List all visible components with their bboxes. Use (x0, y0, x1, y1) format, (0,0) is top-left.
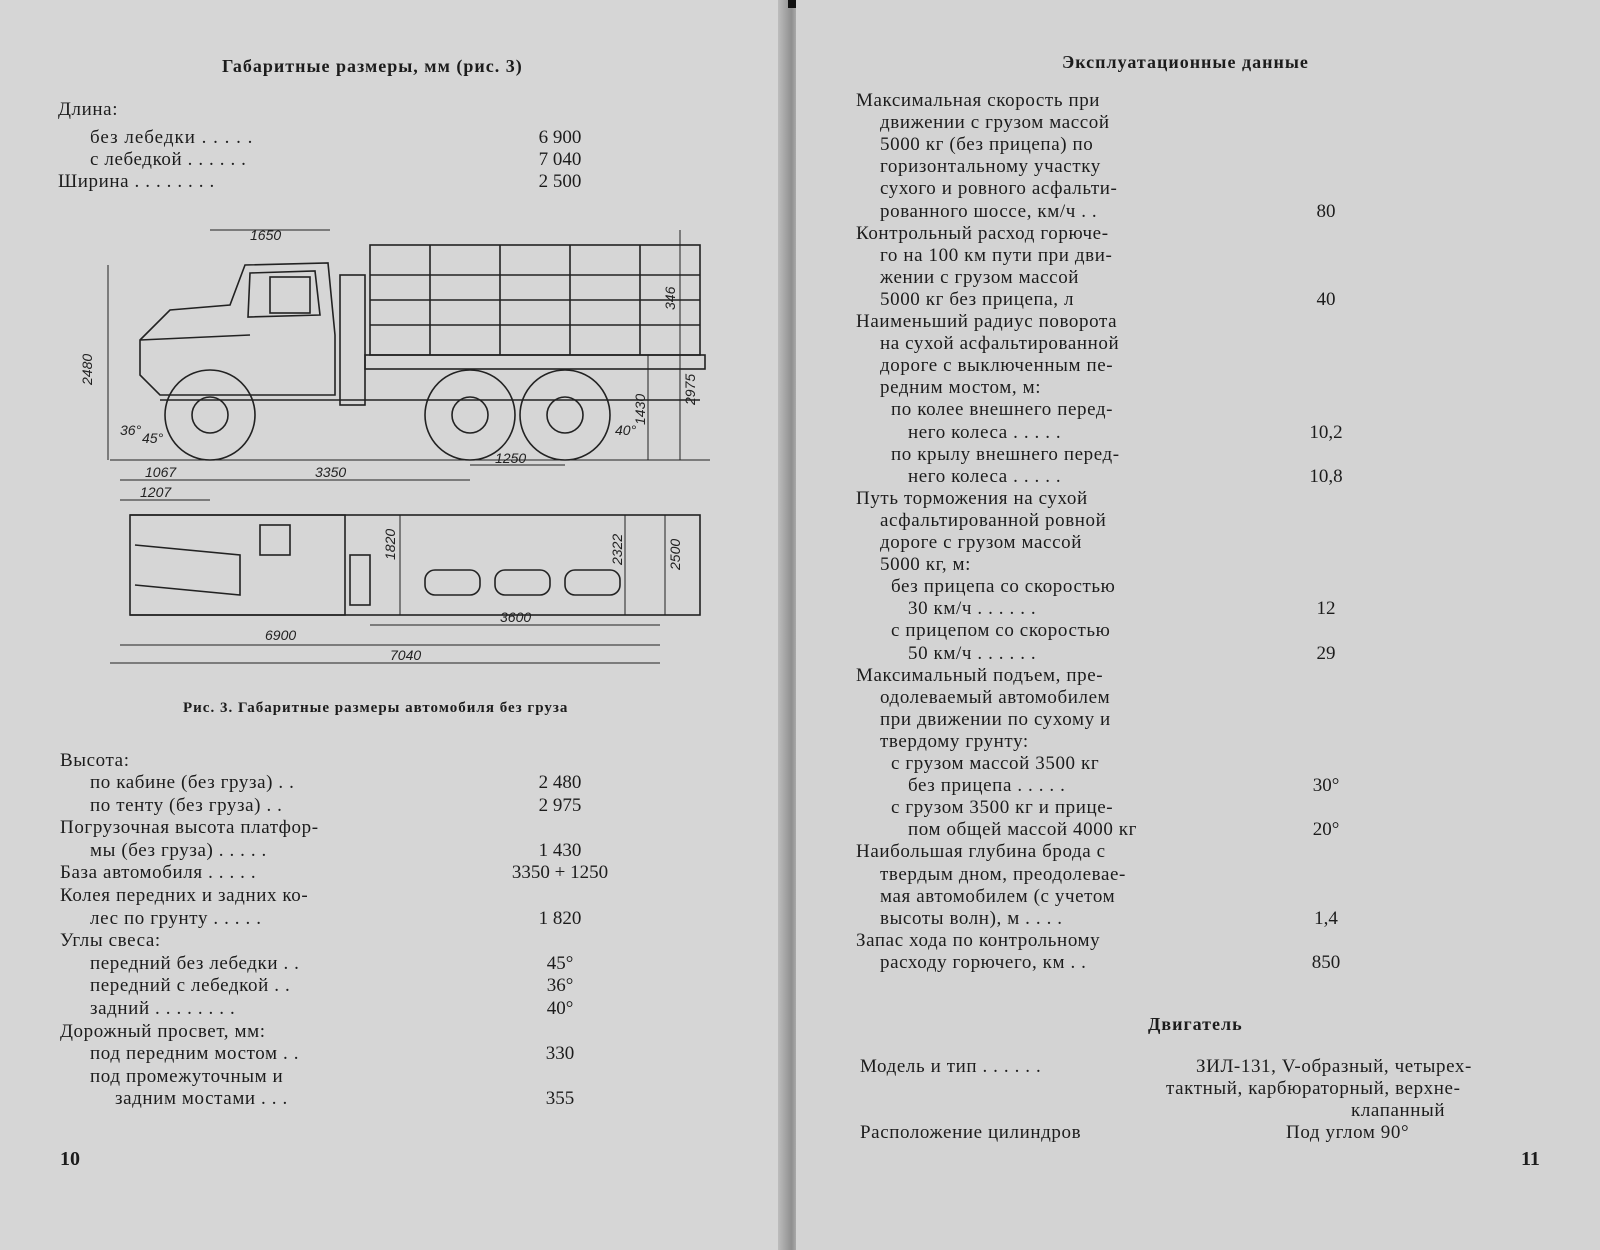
dim-36: 36° (120, 422, 142, 438)
row-label: Контрольный расход горюче- (856, 222, 1109, 244)
row-value: 36° (546, 975, 574, 997)
dim-2975: 2975 (682, 373, 698, 405)
row-label: без прицепа со скоростью (891, 576, 1116, 598)
figure-caption: Рис. 3. Габаритные размеры автомобиля без груза (183, 700, 569, 716)
dim-3600: 3600 (500, 609, 532, 625)
length-label: Длина: (58, 99, 119, 120)
row-label: без лебедки . . . . . (90, 127, 254, 148)
row-label: передний с лебедкой . . (90, 975, 291, 997)
row-label: редним мостом, м: (880, 377, 1042, 399)
row-value: 2 975 (538, 794, 582, 816)
row-label: передний без лебедки . . (90, 952, 300, 974)
row-value: 3350 + 1250 (511, 862, 609, 884)
row-label: него колеса . . . . . (908, 465, 1062, 487)
row-value: 29 (1316, 642, 1336, 664)
row-label: горизонтальному участку (880, 156, 1101, 178)
row-label: Углы свеса: (60, 930, 161, 952)
engine-heading: Двигатель (1148, 1014, 1243, 1034)
row-label: лес по грунту . . . . . (90, 907, 262, 929)
row-label: одолеваемый автомобилем (880, 686, 1111, 708)
row-label: жении с грузом массой (880, 266, 1080, 288)
row-label: Путь торможения на сухой (856, 487, 1088, 509)
row-label: по тенту (без груза) . . (90, 794, 283, 816)
row-value: 355 (545, 1088, 575, 1110)
height-label: Высота: (60, 750, 130, 771)
row-value: 850 (1311, 951, 1341, 973)
row-value: 330 (545, 1043, 575, 1065)
row-label: мы (без груза) . . . . . (90, 839, 267, 861)
row-label: с грузом 3500 кг и прице- (891, 797, 1114, 819)
dim-7040: 7040 (390, 647, 422, 663)
dim-1207: 1207 (140, 484, 172, 500)
dim-2500: 2500 (667, 538, 683, 570)
right-page (796, 0, 1600, 1250)
dim-2322: 2322 (609, 533, 625, 565)
row-label: твердому грунту: (880, 730, 1029, 752)
row-label: сухого и ровного асфальти- (880, 178, 1118, 200)
row-label: дороге с выключенным пе- (880, 355, 1114, 377)
row-label: с прицепом со скоростью (891, 620, 1111, 642)
row-value: 6 900 (538, 127, 582, 148)
row-value: 10,2 (1309, 421, 1343, 443)
row-value: 80 (1316, 200, 1336, 222)
dim-1820: 1820 (382, 528, 398, 560)
row-value: 20° (1312, 819, 1340, 841)
row-label: расходу горючего, км . . (880, 951, 1087, 973)
engine-row-value-line: клапанный (1351, 1100, 1446, 1121)
row-label: по колее внешнего перед- (891, 399, 1114, 421)
page-number-right: 11 (1521, 1148, 1540, 1170)
right-heading: Эксплуатационные данные (1062, 52, 1309, 72)
row-label: База автомобиля . . . . . (60, 862, 257, 884)
row-label: на сухой асфальтированной (880, 333, 1120, 355)
engine-row-label: Модель и тип . . . . . . (860, 1056, 1042, 1077)
row-label: Максимальный подъем, пре- (856, 664, 1104, 686)
dim-346: 346 (662, 286, 678, 310)
dim-40: 40° (615, 422, 637, 438)
engine-row-value-line: ЗИЛ-131, V-образный, четырех- (1196, 1056, 1472, 1077)
row-label: Запас хода по контрольному (856, 929, 1101, 951)
row-label: 50 км/ч . . . . . . (908, 642, 1037, 664)
dim-6900: 6900 (265, 627, 297, 643)
row-label: при движении по сухому и (880, 708, 1111, 730)
row-label: пом общей массой 4000 кг (908, 819, 1138, 841)
engine-row-value-line: Под углом 90° (1286, 1122, 1410, 1143)
row-value: 1 820 (538, 907, 582, 929)
row-label: 30 км/ч . . . . . . (908, 598, 1037, 620)
row-label: с лебедкой . . . . . . (90, 149, 247, 170)
row-value: 40° (546, 998, 574, 1019)
row-label: движении с грузом массой (880, 112, 1110, 134)
left-heading: Габаритные размеры, мм (рис. 3) (222, 56, 523, 76)
row-label: 5000 кг (без прицепа) по (880, 134, 1094, 156)
row-label: рованного шоссе, км/ч . . (880, 200, 1098, 222)
row-label: по кабине (без груза) . . (90, 772, 295, 793)
row-label: Ширина . . . . . . . . (58, 171, 215, 192)
row-value: 1 430 (538, 839, 582, 861)
row-label: 5000 кг без прицепа, л (880, 288, 1075, 310)
dim-1650: 1650 (250, 227, 282, 243)
row-label: с грузом массой 3500 кг (891, 753, 1100, 774)
row-label: без прицепа . . . . . (908, 775, 1066, 797)
dim-1430: 1430 (632, 393, 648, 425)
truck-drawing-svg (79, 225, 712, 680)
dim-1250: 1250 (495, 450, 527, 466)
row-label: Колея передних и задних ко- (60, 885, 309, 906)
row-label: под передним мостом . . (90, 1043, 300, 1065)
truck-dimension-drawing (79, 225, 712, 680)
row-value: 40 (1316, 288, 1336, 310)
row-label: го на 100 км пути при дви- (880, 244, 1113, 266)
row-label: 5000 кг, м: (880, 554, 972, 576)
left-page (0, 0, 790, 1250)
row-value: 30° (1312, 775, 1340, 797)
row-value: 7 040 (538, 149, 582, 170)
row-label: задним мостами . . . (115, 1088, 288, 1110)
row-label: асфальтированной ровной (880, 509, 1107, 531)
row-value: 45° (546, 952, 574, 974)
row-label: Погрузочная высота платфор- (60, 817, 319, 839)
dim-45: 45° (142, 430, 164, 446)
row-label: Максимальная скорость при (856, 90, 1101, 111)
dim-2480: 2480 (79, 353, 95, 385)
row-label: Наименьший радиус поворота (856, 311, 1118, 332)
row-label: под промежуточным и (90, 1065, 284, 1087)
row-value: 12 (1316, 598, 1336, 620)
dim-1067: 1067 (145, 464, 177, 480)
row-value: 1,4 (1314, 907, 1338, 929)
row-value: 10,8 (1309, 465, 1343, 487)
row-value: 2 480 (538, 772, 582, 793)
engine-row-value-line: тактный, карбюраторный, верхне- (1166, 1078, 1461, 1099)
row-label: по крылу внешнего перед- (891, 443, 1120, 465)
row-value: 2 500 (538, 171, 582, 192)
row-label: задний . . . . . . . . (90, 998, 236, 1019)
row-label: мая автомобилем (с учетом (880, 885, 1116, 907)
engine-row-label: Расположение цилиндров (860, 1122, 1082, 1143)
row-label: высоты волн), м . . . . (880, 907, 1063, 929)
row-label: твердым дном, преодолевае- (880, 863, 1126, 885)
dim-3350: 3350 (315, 464, 347, 480)
page-number-left: 10 (60, 1148, 80, 1170)
row-label: него колеса . . . . . (908, 421, 1062, 443)
row-label: Дорожный просвет, мм: (60, 1020, 266, 1042)
row-label: дороге с грузом массой (880, 532, 1082, 553)
row-label: Наибольшая глубина брода с (856, 841, 1106, 863)
